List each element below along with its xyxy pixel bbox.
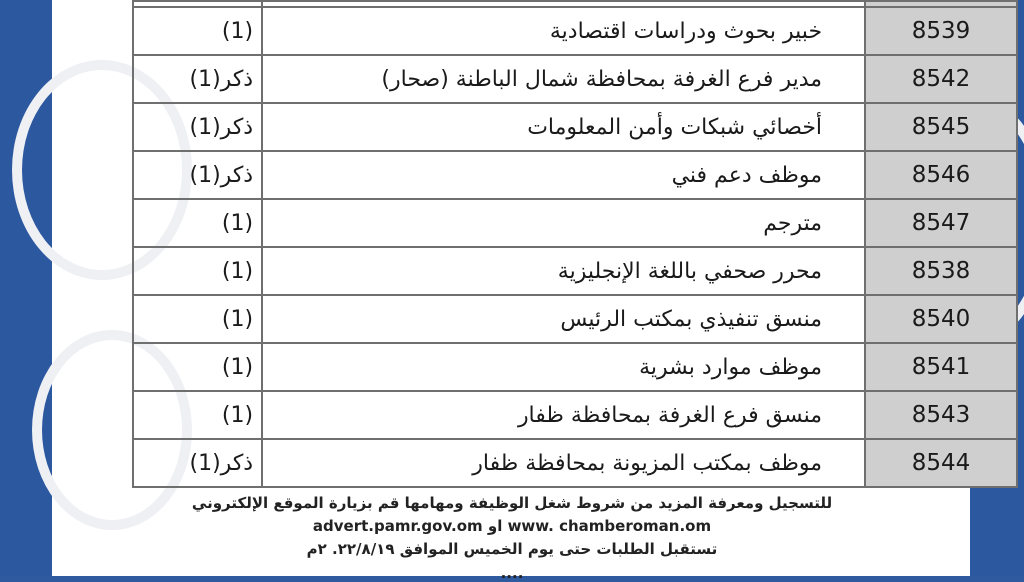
job-title: منسق تنفيذي بمكتب الرئيس (262, 295, 865, 343)
table-row (133, 343, 1017, 391)
vacancy-count: (1) (133, 391, 262, 439)
job-code: 8539 (865, 7, 1017, 55)
table-row (133, 55, 1017, 103)
job-code: 8543 (865, 391, 1017, 439)
vacancy-count: ذكر(1) (133, 151, 262, 199)
job-code: 8541 (865, 343, 1017, 391)
vacancy-count: (1) (133, 247, 262, 295)
job-code: 8540 (865, 295, 1017, 343)
job-title: مدير فرع الغرفة بمحافظة شمال الباطنة (صحار) (262, 55, 865, 103)
job-title: موظف بمكتب المزيونة بمحافظة ظفار (262, 439, 865, 487)
footer-deadline: تستقبل الطلبات حتى يوم الخميس الموافق ٢٢/٨/١٩. ٢م (306, 540, 718, 558)
job-title: مترجم (262, 199, 865, 247)
vacancy-count: (1) (133, 343, 262, 391)
table-row (133, 247, 1017, 295)
table-row (133, 7, 1017, 55)
vacancy-count: (1) (133, 295, 262, 343)
job-code: 8545 (865, 103, 1017, 151)
job-title: موظف دعم فني (262, 151, 865, 199)
job-code: 8544 (865, 439, 1017, 487)
job-title: موظف موارد بشرية (262, 343, 865, 391)
job-title: أخصائي شبكات وأمن المعلومات (262, 103, 865, 151)
table-row (133, 391, 1017, 439)
job-title: خبير بحوث ودراسات اقتصادية (262, 7, 865, 55)
job-title: محرر صحفي باللغة الإنجليزية (262, 247, 865, 295)
table-row (133, 199, 1017, 247)
vacancy-count: ذكر(1) (133, 439, 262, 487)
table-row (133, 103, 1017, 151)
job-code: 8542 (865, 55, 1017, 103)
vacancy-count: ذكر(1) (133, 103, 262, 151)
vacancy-count: (1) (133, 7, 262, 55)
job-code: 8547 (865, 199, 1017, 247)
footer-websites: advert.pamr.gov.om او www. chamberoman.om (312, 517, 712, 535)
job-code: 8546 (865, 151, 1017, 199)
jobs-table-container (132, 0, 1018, 488)
vacancy-count: (1) (133, 199, 262, 247)
job-code: 8538 (865, 247, 1017, 295)
table-row (133, 151, 1017, 199)
jobs-table (132, 0, 1018, 488)
vacancy-count: ذكر(1) (133, 55, 262, 103)
job-title: منسق فرع الغرفة بمحافظة ظفار (262, 391, 865, 439)
footer-cutoff-line: .... (500, 564, 524, 582)
table-row (133, 295, 1017, 343)
table-row (133, 439, 1017, 487)
footer-registration-text: للتسجيل ومعرفة المزيد من شروط شغل الوظيفة ومهامها قم بزيارة الموقع الإلكتروني (191, 494, 833, 512)
document-sheet (52, 0, 970, 576)
